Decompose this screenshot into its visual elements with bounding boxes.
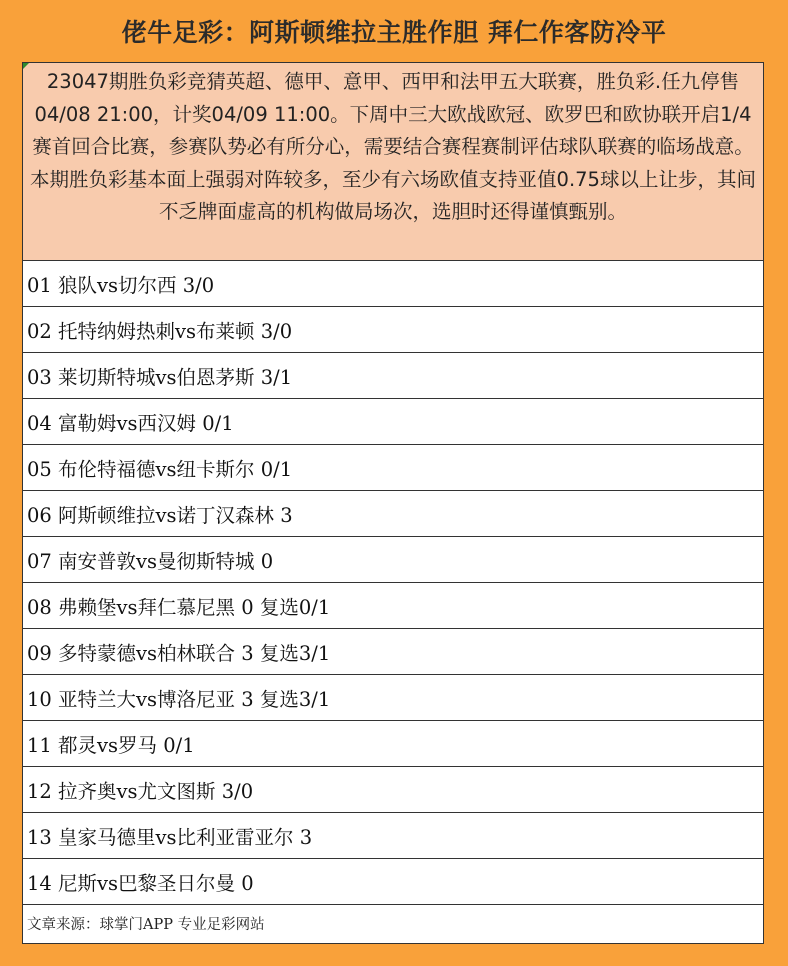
source-footer: 文章来源：球掌门APP 专业足彩网站: [27, 916, 265, 933]
match-row: 04 富勒姆vs西汉姆 0/1: [23, 399, 763, 445]
match-row: 07 南安普敦vs曼彻斯特城 0: [23, 537, 763, 583]
match-row: 11 都灵vs罗马 0/1: [23, 721, 763, 767]
match-row: 03 莱切斯特城vs伯恩茅斯 3/1: [23, 353, 763, 399]
intro-text: 23047期胜负彩竞猜英超、德甲、意甲、西甲和法甲五大联赛，胜负彩.任九停售04/08 21:00，计奖04/09 11:00。下周中三大欧战欧冠、欧罗巴和欧协联开启1/4赛首回合比赛，参赛队势必有所分心，需要结合赛程赛制评估球队联赛的临场战意。本期胜负彩基本面上强弱对阵较多，至少有六场欧值支持亚值0.75球以上让步，其间不乏牌面虚高的机构做局场次，选胆时还得谨慎甄别。: [30, 70, 756, 223]
match-list: [23, 261, 763, 905]
intro-paragraph: [23, 63, 763, 261]
page-title: 佬牛足彩：阿斯顿维拉主胜作胆 拜仁作客防冷平: [121, 18, 667, 47]
match-row: 02 托特纳姆热刺vs布莱顿 3/0: [23, 307, 763, 353]
match-row: 12 拉齐奥vs尤文图斯 3/0: [23, 767, 763, 813]
match-row: 09 多特蒙德vs柏林联合 3 复选3/1: [23, 629, 763, 675]
match-row: 08 弗赖堡vs拜仁慕尼黑 0 复选0/1: [23, 583, 763, 629]
match-row: 06 阿斯顿维拉vs诺丁汉森林 3: [23, 491, 763, 537]
match-row: 14 尼斯vs巴黎圣日尔曼 0: [23, 859, 763, 905]
match-row: 10 亚特兰大vs博洛尼亚 3 复选3/1: [23, 675, 763, 721]
match-row: 13 皇家马德里vs比利亚雷亚尔 3: [23, 813, 763, 859]
match-row: 01 狼队vs切尔西 3/0: [23, 261, 763, 307]
content-card: [22, 62, 764, 944]
corner-marker: [23, 63, 29, 69]
match-row: 05 布伦特福德vs纽卡斯尔 0/1: [23, 445, 763, 491]
